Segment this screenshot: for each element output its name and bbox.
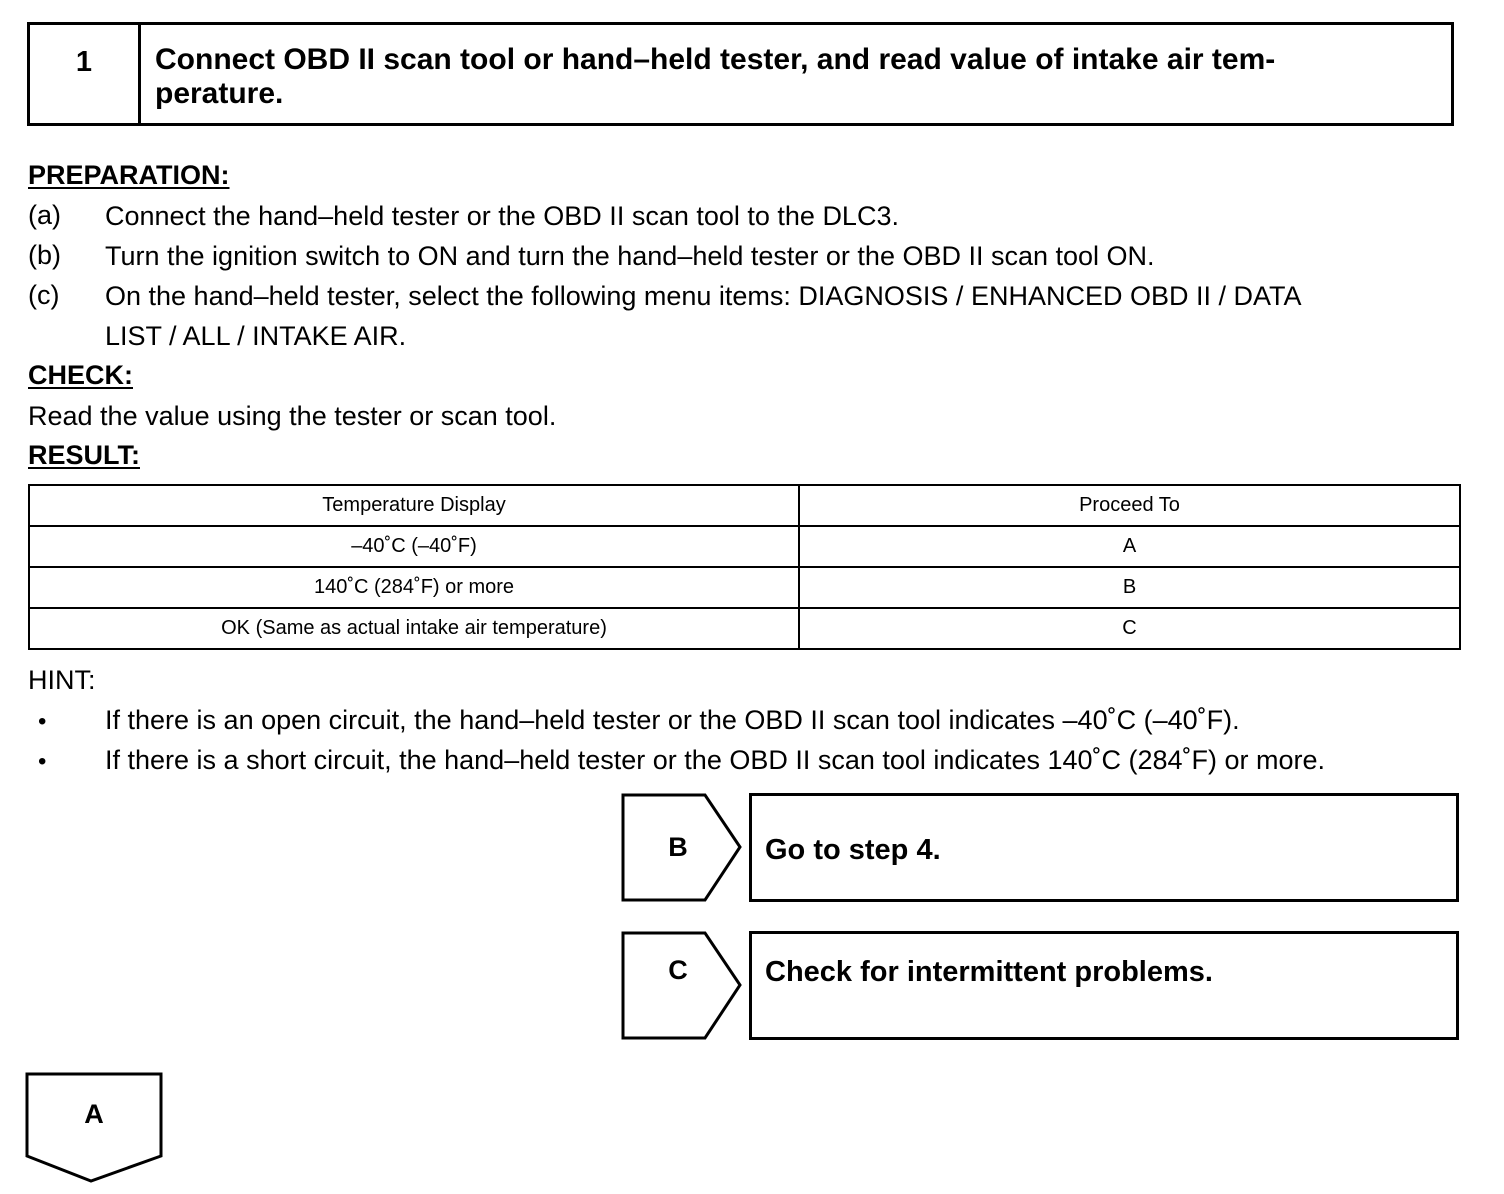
preparation-item-label: (c) <box>28 280 60 310</box>
column-header-proceed-to: Proceed To <box>799 485 1460 526</box>
check-text: Read the value using the tester or scan tool. <box>28 401 557 431</box>
hint-item: If there is an open circuit, the hand–held tester or the OBD II scan tool indicates –40˚C (–40˚F). <box>105 705 1240 735</box>
continue-tag-a: A <box>84 1099 104 1129</box>
table-row <box>29 608 1460 649</box>
proceed-to-cell: A <box>799 526 1460 567</box>
branch-tag-c: C <box>668 955 688 985</box>
hint-label: HINT: <box>28 665 96 695</box>
check-heading: CHECK: <box>28 360 133 390</box>
branch-action-box <box>749 793 1459 902</box>
step-header <box>27 22 1454 126</box>
table-row <box>29 526 1460 567</box>
preparation-item-text-line: LIST / ALL / INTAKE AIR. <box>105 321 407 351</box>
step-title <box>155 43 1445 111</box>
branch-action-text: Check for intermittent problems. <box>765 956 1213 988</box>
bullet-icon: • <box>38 748 47 775</box>
proceed-to-cell: C <box>799 608 1460 649</box>
branch-tag-arrow-icon <box>620 930 746 1042</box>
step-title-line-2: perature. <box>155 77 284 110</box>
preparation-item-label: (a) <box>28 200 61 230</box>
preparation-item-text: Connect the hand–held tester or the OBD II scan tool to the DLC3. <box>105 201 899 231</box>
table-header-row <box>29 485 1460 526</box>
preparation-item-label: (b) <box>28 240 61 270</box>
preparation-heading: PREPARATION: <box>28 160 230 190</box>
step-title-line-1: Connect OBD II scan tool or hand–held tester, and read value of intake air tem- <box>155 43 1276 76</box>
column-header-temperature-display: Temperature Display <box>29 485 799 526</box>
proceed-to-cell: B <box>799 567 1460 608</box>
branch-action-box <box>749 931 1459 1040</box>
branch-action-text: Go to step 4. <box>765 834 941 866</box>
step-number: 1 <box>30 25 141 123</box>
bullet-icon: • <box>38 708 47 735</box>
preparation-item-text: Turn the ignition switch to ON and turn the hand–held tester or the OBD II scan tool ON. <box>105 241 1155 271</box>
temperature-display-cell: 140˚C (284˚F) or more <box>29 567 799 608</box>
preparation-item-text-line: On the hand–held tester, select the following menu items: DIAGNOSIS / ENHANCED OBD II / DATA <box>105 281 1302 311</box>
result-table <box>28 484 1461 650</box>
result-heading: RESULT: <box>28 440 140 470</box>
table-row <box>29 567 1460 608</box>
preparation-item-text <box>105 276 1465 356</box>
branch-tag-b: B <box>668 832 688 862</box>
hint-item: If there is a short circuit, the hand–held tester or the OBD II scan tool indicates 140˚C (284˚F) or more. <box>105 745 1326 775</box>
temperature-display-cell: –40˚C (–40˚F) <box>29 526 799 567</box>
temperature-display-cell: OK (Same as actual intake air temperature) <box>29 608 799 649</box>
